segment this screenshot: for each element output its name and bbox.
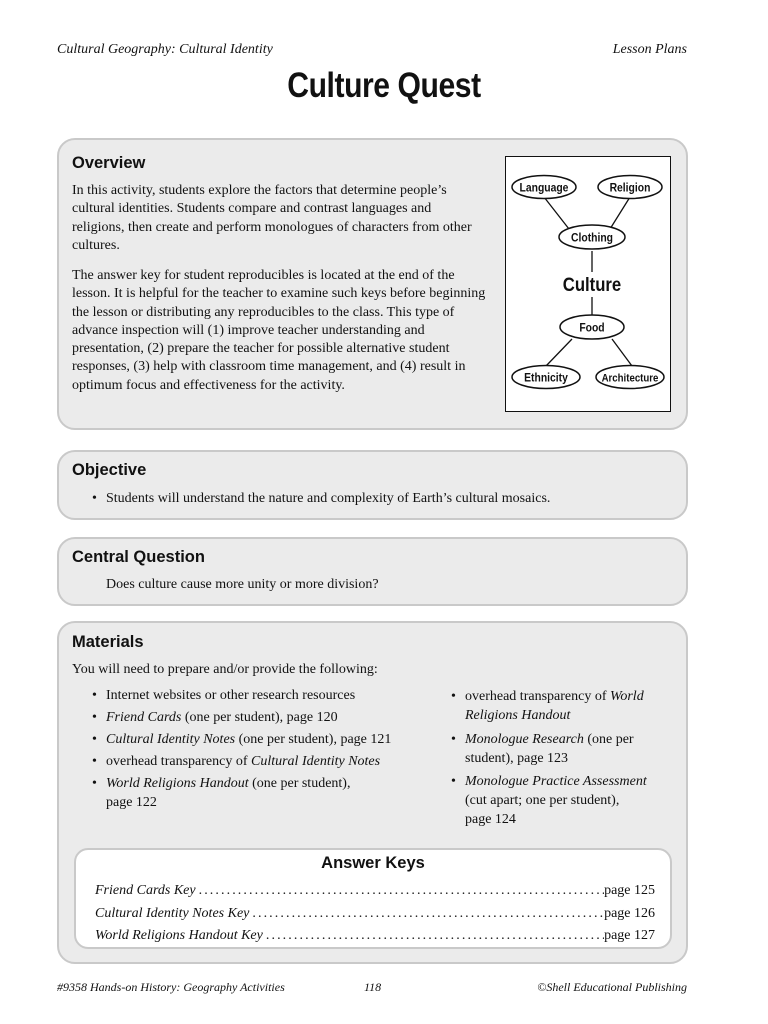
bullet-icon: • <box>92 754 97 769</box>
central-question-text: Does culture cause more unity or more division? <box>106 577 379 592</box>
answer-key-page: page 127 <box>604 928 655 943</box>
objective-bullet: • Students will understand the nature and complexity of Earth’s cultural mosaics. <box>92 490 686 508</box>
footer-right: ©Shell Educational Publishing <box>537 980 687 994</box>
bullet-icon: • <box>92 710 97 725</box>
religion-label: Religion <box>609 182 651 195</box>
materials-item: • World Religions Handout (one per student), page 122 <box>92 776 351 810</box>
page-number: 118 <box>364 980 382 994</box>
answer-key-name: Cultural Identity Notes Key <box>95 906 250 921</box>
central-question-heading: Central Question <box>72 548 205 566</box>
overview-heading: Overview <box>72 154 146 172</box>
materials-item: • Monologue Practice Assessment (cut apart; one per student), page 124 <box>451 774 647 827</box>
connector-line <box>546 339 572 366</box>
connector-line <box>544 197 569 229</box>
dot-leader <box>249 905 604 923</box>
dot-leader <box>263 927 604 945</box>
clothing-label: Clothing <box>571 232 613 245</box>
overview-section <box>57 138 688 430</box>
bullet-icon: • <box>451 732 456 747</box>
answer-keys-title: Answer Keys <box>321 854 425 872</box>
answer-keys-box <box>74 848 672 949</box>
footer-left: #9358 Hands-on History: Geography Activities <box>57 980 285 994</box>
dot-leader <box>196 882 604 900</box>
bullet-icon: • <box>92 491 97 506</box>
materials-section <box>57 621 688 964</box>
overview-paragraph-1: In this activity, students explore the factors that determine people’s cultural identities. Students compare and contrast languages and religions, then create and perform monologues of characters from other cultures. <box>72 183 472 253</box>
materials-list-left <box>92 685 432 812</box>
food-label: Food <box>579 322 605 335</box>
objective-section <box>57 450 688 520</box>
answer-key-name: World Religions Handout Key <box>95 928 263 943</box>
culture-diagram <box>505 156 671 412</box>
answer-key-name: Friend Cards Key <box>95 883 196 898</box>
materials-item: • Internet websites or other research resources <box>92 685 432 707</box>
materials-heading: Materials <box>72 633 144 651</box>
materials-list-right <box>451 687 671 829</box>
culture-center-label: Culture <box>562 274 622 296</box>
materials-item: • Monologue Research (one per student), page 123 <box>451 732 634 766</box>
bullet-icon: • <box>92 776 97 791</box>
bullet-icon: • <box>451 689 456 704</box>
materials-item: • Friend Cards (one per student), page 120 <box>92 707 432 729</box>
bullet-icon: • <box>92 732 97 747</box>
architecture-label: Architecture <box>601 371 659 385</box>
running-header-left: Cultural Geography: Cultural Identity <box>57 42 273 57</box>
answer-key-page: page 125 <box>604 883 655 898</box>
connector-line <box>610 197 630 229</box>
running-header-right: Lesson Plans <box>612 42 687 57</box>
objective-heading: Objective <box>72 461 147 479</box>
central-question-section <box>57 537 688 606</box>
materials-item: • Cultural Identity Notes (one per student), page 121 <box>92 729 432 751</box>
answer-key-page: page 126 <box>604 906 655 921</box>
page-title: Culture Quest <box>287 66 481 105</box>
answer-key-row <box>95 927 655 945</box>
language-label: Language <box>519 182 569 195</box>
overview-paragraph-2: The answer key for student reproducibles is located at the end of the lesson. It is helpful for the teacher to examine such keys before beginning the lesson or distributing any reproducibles to the class. This type of advance inspection will (1) improve teacher understanding and presentation, (2) prepare the teacher for possible alternative student responses, (3) help with classroom time management, and (4) result in optimum focus and effectiveness for the activity. <box>72 268 486 393</box>
materials-item: • overhead transparency of Cultural Identity Notes <box>92 751 432 773</box>
materials-intro: You will need to prepare and/or provide the following: <box>72 662 378 677</box>
materials-item: • overhead transparency of World Religions Handout <box>451 689 644 723</box>
answer-key-row <box>95 905 655 923</box>
connector-line <box>612 339 632 366</box>
ethnicity-label: Ethnicity <box>524 372 568 385</box>
answer-key-row <box>95 882 655 900</box>
bullet-icon: • <box>92 688 97 703</box>
bullet-icon: • <box>451 774 456 789</box>
